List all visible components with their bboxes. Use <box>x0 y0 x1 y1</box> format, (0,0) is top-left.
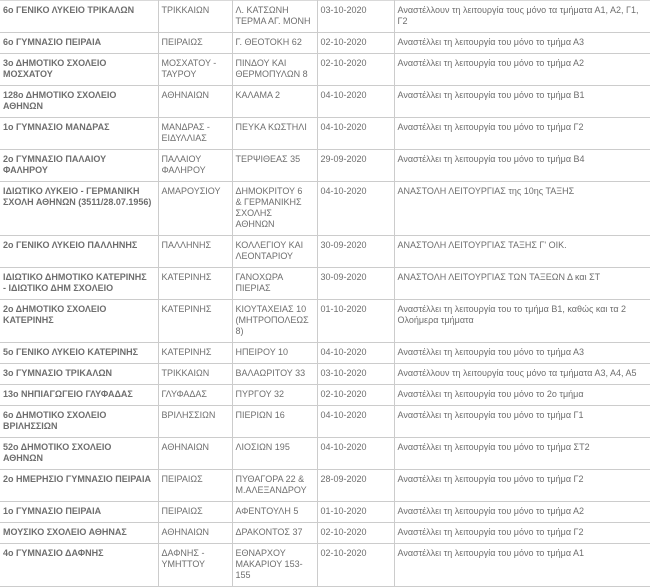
cell-address: ΚΙΟΥΤΑΧΕΙΑΣ 10 (ΜΗΤΡΟΠΟΛΕΩΣ 8) <box>232 300 317 343</box>
cell-school-name: 6ο ΔΗΜΟΤΙΚΟ ΣΧΟΛΕΙΟ ΒΡΙΛΗΣΣΙΩΝ <box>0 406 158 438</box>
cell-school-name: ΜΟΥΣΙΚΟ ΣΧΟΛΕΙΟ ΑΘΗΝΑΣ <box>0 523 158 544</box>
cell-date: 02-10-2020 <box>317 385 394 406</box>
cell-address: ΗΠΕΙΡΟΥ 10 <box>232 343 317 364</box>
cell-municipality: ΒΡΙΛΗΣΣΙΩΝ <box>158 406 232 438</box>
table-row <box>0 470 650 502</box>
cell-school-name: 2ο ΔΗΜΟΤΙΚΟ ΣΧΟΛΕΙΟ ΚΑΤΕΡΙΝΗΣ <box>0 300 158 343</box>
table-row <box>0 343 650 364</box>
cell-municipality: ΜΟΣΧΑΤΟΥ - ΤΑΥΡΟΥ <box>158 54 232 86</box>
table-row <box>0 438 650 470</box>
table-row <box>0 523 650 544</box>
cell-address: ΤΕΡΨΙΘΕΑΣ 35 <box>232 150 317 182</box>
cell-school-name: ΙΔΙΩΤΙΚΟ ΛΥΚΕΙΟ - ΓΕΡΜΑΝΙΚΗ ΣΧΟΛΗ ΑΘΗΝΩΝ (3511/28.07.1956) <box>0 182 158 236</box>
cell-status: Αναστέλλει τη λειτουργία του μόνο το τμήμα Γ2 <box>394 470 650 502</box>
cell-status: Αναστέλλουν τη λειτουργία τους μόνο τα τμήματα Α3, Α4, Α5 <box>394 364 650 385</box>
cell-school-name: 4ο ΓΥΜΝΑΣΙΟ ΔΑΦΝΗΣ <box>0 544 158 587</box>
cell-municipality: ΑΘΗΝΑΙΩΝ <box>158 86 232 118</box>
cell-date: 04-10-2020 <box>317 86 394 118</box>
cell-school-name: 3ο ΔΗΜΟΤΙΚΟ ΣΧΟΛΕΙΟ ΜΟΣΧΑΤΟΥ <box>0 54 158 86</box>
table-row <box>0 236 650 268</box>
cell-date: 28-09-2020 <box>317 470 394 502</box>
cell-date: 03-10-2020 <box>317 1 394 33</box>
cell-status: Αναστέλλει τη λειτουργία του μόνο το τμήμα Α2 <box>394 54 650 86</box>
cell-address: ΕΘΝΑΡΧΟΥ ΜΑΚΑΡΙΟΥ 153-155 <box>232 544 317 587</box>
cell-municipality: ΑΘΗΝΑΙΩΝ <box>158 523 232 544</box>
table-row <box>0 150 650 182</box>
cell-school-name: 3ο ΓΥΜΝΑΣΙΟ ΤΡΙΚΑΛΩΝ <box>0 364 158 385</box>
cell-status: Αναστέλλουν τη λειτουργία τους μόνο τα τμήματα Α1, Α2, Γ1, Γ2 <box>394 1 650 33</box>
cell-municipality: ΜΑΝΔΡΑΣ - ΕΙΔΥΛΛΙΑΣ <box>158 118 232 150</box>
cell-school-name: 2ο ΗΜΕΡΗΣΙΟ ΓΥΜΝΑΣΙΟ ΠΕΙΡΑΙΑ <box>0 470 158 502</box>
cell-municipality: ΚΑΤΕΡΙΝΗΣ <box>158 268 232 300</box>
cell-status: Αναστέλλει τη λειτουργία του μόνο το τμήμα Β4 <box>394 150 650 182</box>
cell-date: 02-10-2020 <box>317 33 394 54</box>
table-row <box>0 406 650 438</box>
cell-address: ΛΙΟΣΙΩΝ 195 <box>232 438 317 470</box>
table-row <box>0 268 650 300</box>
cell-address: Λ. ΚΑΤΣΩΝΗ ΤΕΡΜΑ ΑΓ. ΜΟΝΗ <box>232 1 317 33</box>
cell-school-name: 5ο ΓΕΝΙΚΟ ΛΥΚΕΙΟ ΚΑΤΕΡΙΝΗΣ <box>0 343 158 364</box>
cell-address: ΑΦΕΝΤΟΥΛΗ 5 <box>232 502 317 523</box>
cell-date: 02-10-2020 <box>317 523 394 544</box>
cell-date: 02-10-2020 <box>317 544 394 587</box>
cell-date: 02-10-2020 <box>317 54 394 86</box>
table-row <box>0 1 650 33</box>
table-row <box>0 33 650 54</box>
cell-address: ΚΟΛΛΕΓΙΟΥ ΚΑΙ ΛΕΟΝΤΑΡΙΟΥ <box>232 236 317 268</box>
table-row <box>0 502 650 523</box>
cell-municipality: ΠΕΙΡΑΙΩΣ <box>158 502 232 523</box>
cell-municipality: ΔΑΦΝΗΣ - ΥΜΗΤΤΟΥ <box>158 544 232 587</box>
cell-school-name: 2ο ΓΕΝΙΚΟ ΛΥΚΕΙΟ ΠΑΛΛΗΝΗΣ <box>0 236 158 268</box>
cell-municipality: ΤΡΙΚΚΑΙΩΝ <box>158 364 232 385</box>
cell-municipality: ΑΘΗΝΑΙΩΝ <box>158 438 232 470</box>
cell-status: Αναστέλλει τη λειτουργία του μόνο το τμήμα Γ2 <box>394 118 650 150</box>
cell-status: Αναστέλλει τη λειτουργία του μόνο το τμήμα Α3 <box>394 33 650 54</box>
cell-date: 03-10-2020 <box>317 364 394 385</box>
cell-municipality: ΠΕΙΡΑΙΩΣ <box>158 33 232 54</box>
cell-status: Αναστέλλει τη λειτουργία του μόνο το τμήμα Α3 <box>394 343 650 364</box>
cell-date: 04-10-2020 <box>317 438 394 470</box>
cell-address: ΒΑΛΑΩΡΙΤΟΥ 33 <box>232 364 317 385</box>
school-table-body <box>0 1 650 587</box>
cell-status: Αναστέλλει τη λειτουργία του μόνο το τμήμα Α2 <box>394 502 650 523</box>
cell-municipality: ΑΜΑΡΟΥΣΙΟΥ <box>158 182 232 236</box>
table-row <box>0 364 650 385</box>
cell-status: Αναστέλλει τη λειτουργία του μόνο το τμήμα Α1 <box>394 544 650 587</box>
cell-date: 01-10-2020 <box>317 300 394 343</box>
cell-school-name: 1ο ΓΥΜΝΑΣΙΟ ΠΕΙΡΑΙΑ <box>0 502 158 523</box>
cell-date: 01-10-2020 <box>317 502 394 523</box>
cell-address: ΔΗΜΟΚΡΙΤΟΥ 6 & ΓΕΡΜΑΝΙΚΗΣ ΣΧΟΛΗΣ ΑΘΗΝΩΝ <box>232 182 317 236</box>
cell-address: ΠΙΝΔΟΥ ΚΑΙ ΘΕΡΜΟΠΥΛΩΝ 8 <box>232 54 317 86</box>
cell-school-name: ΙΔΙΩΤΙΚΟ ΔΗΜΟΤΙΚΟ ΚΑΤΕΡΙΝΗΣ - ΙΔΙΩΤΙΚΟ ΔΗΜ ΣΧΟΛΕΙΟ <box>0 268 158 300</box>
cell-school-name: 2ο ΓΥΜΝΑΣΙΟ ΠΑΛΑΙΟΥ ΦΑΛΗΡΟΥ <box>0 150 158 182</box>
cell-municipality: ΠΕΙΡΑΙΩΣ <box>158 470 232 502</box>
cell-municipality: ΠΑΛΛΗΝΗΣ <box>158 236 232 268</box>
table-row <box>0 300 650 343</box>
cell-date: 30-09-2020 <box>317 268 394 300</box>
cell-status: Αναστέλλει τη λειτουργία του το τμήμα Β1, καθώς και τα 2 Ολοήμερα τμήματα <box>394 300 650 343</box>
cell-status: Αναστέλλει τη λειτουργία του μόνο το 2ο τμήμα <box>394 385 650 406</box>
cell-address: ΠΥΡΓΟΥ 32 <box>232 385 317 406</box>
cell-status: ΑΝΑΣΤΟΛΗ ΛΕΙΤΟΥΡΓΙΑΣ ΤΑΞΗΣ Γ' ΟΙΚ. <box>394 236 650 268</box>
cell-municipality: ΠΑΛΑΙΟΥ ΦΑΛΗΡΟΥ <box>158 150 232 182</box>
table-row <box>0 182 650 236</box>
cell-status: Αναστέλλει τη λειτουργία του μόνο το τμήμα ΣΤ2 <box>394 438 650 470</box>
cell-school-name: 52ο ΔΗΜΟΤΙΚΟ ΣΧΟΛΕΙΟ ΑΘΗΝΩΝ <box>0 438 158 470</box>
cell-address: ΚΑΛΑΜΑ 2 <box>232 86 317 118</box>
cell-date: 04-10-2020 <box>317 343 394 364</box>
cell-address: ΠΙΕΡΙΩΝ 16 <box>232 406 317 438</box>
cell-status: ΑΝΑΣΤΟΛΗ ΛΕΙΤΟΥΡΓΙΑΣ της 10ης ΤΑΞΗΣ <box>394 182 650 236</box>
table-row <box>0 118 650 150</box>
cell-date: 04-10-2020 <box>317 118 394 150</box>
cell-address: ΠΕΥΚΑ ΚΩΣΤΗΛΙ <box>232 118 317 150</box>
cell-school-name: 6ο ΓΥΜΝΑΣΙΟ ΠΕΙΡΑΙΑ <box>0 33 158 54</box>
table-row <box>0 86 650 118</box>
table-row <box>0 54 650 86</box>
table-row <box>0 385 650 406</box>
cell-address: ΔΡΑΚΟΝΤΟΣ 37 <box>232 523 317 544</box>
cell-date: 30-09-2020 <box>317 236 394 268</box>
cell-school-name: 1ο ΓΥΜΝΑΣΙΟ ΜΑΝΔΡΑΣ <box>0 118 158 150</box>
cell-status: Αναστέλλει τη λειτουργία του μόνο το τμήμα Β1 <box>394 86 650 118</box>
cell-date: 04-10-2020 <box>317 182 394 236</box>
cell-address: ΠΥΘΑΓΟΡΑ 22 & Μ.ΑΛΕΞΑΝΔΡΟΥ <box>232 470 317 502</box>
cell-date: 04-10-2020 <box>317 406 394 438</box>
cell-status: Αναστέλλει τη λειτουργία του μόνο το τμήμα Γ2 <box>394 523 650 544</box>
cell-status: Αναστέλλει τη λειτουργία του μόνο το τμήμα Γ1 <box>394 406 650 438</box>
cell-address: Γ. ΘΕΟΤΟΚΗ 62 <box>232 33 317 54</box>
cell-school-name: 6ο ΓΕΝΙΚΟ ΛΥΚΕΙΟ ΤΡΙΚΑΛΩΝ <box>0 1 158 33</box>
cell-address: ΓΑΝΟΧΩΡΑ ΠΙΕΡΙΑΣ <box>232 268 317 300</box>
cell-municipality: ΤΡΙΚΚΑΙΩΝ <box>158 1 232 33</box>
cell-municipality: ΓΛΥΦΑΔΑΣ <box>158 385 232 406</box>
cell-date: 29-09-2020 <box>317 150 394 182</box>
cell-municipality: ΚΑΤΕΡΙΝΗΣ <box>158 300 232 343</box>
cell-school-name: 128ο ΔΗΜΟΤΙΚΟ ΣΧΟΛΕΙΟ ΑΘΗΝΩΝ <box>0 86 158 118</box>
cell-school-name: 13ο ΝΗΠΙΑΓΩΓΕΙΟ ΓΛΥΦΑΔΑΣ <box>0 385 158 406</box>
table-row <box>0 544 650 587</box>
cell-municipality: ΚΑΤΕΡΙΝΗΣ <box>158 343 232 364</box>
cell-status: ΑΝΑΣΤΟΛΗ ΛΕΙΤΟΥΡΓΙΑΣ ΤΩΝ ΤΑΞΕΩΝ Δ και ΣΤ <box>394 268 650 300</box>
